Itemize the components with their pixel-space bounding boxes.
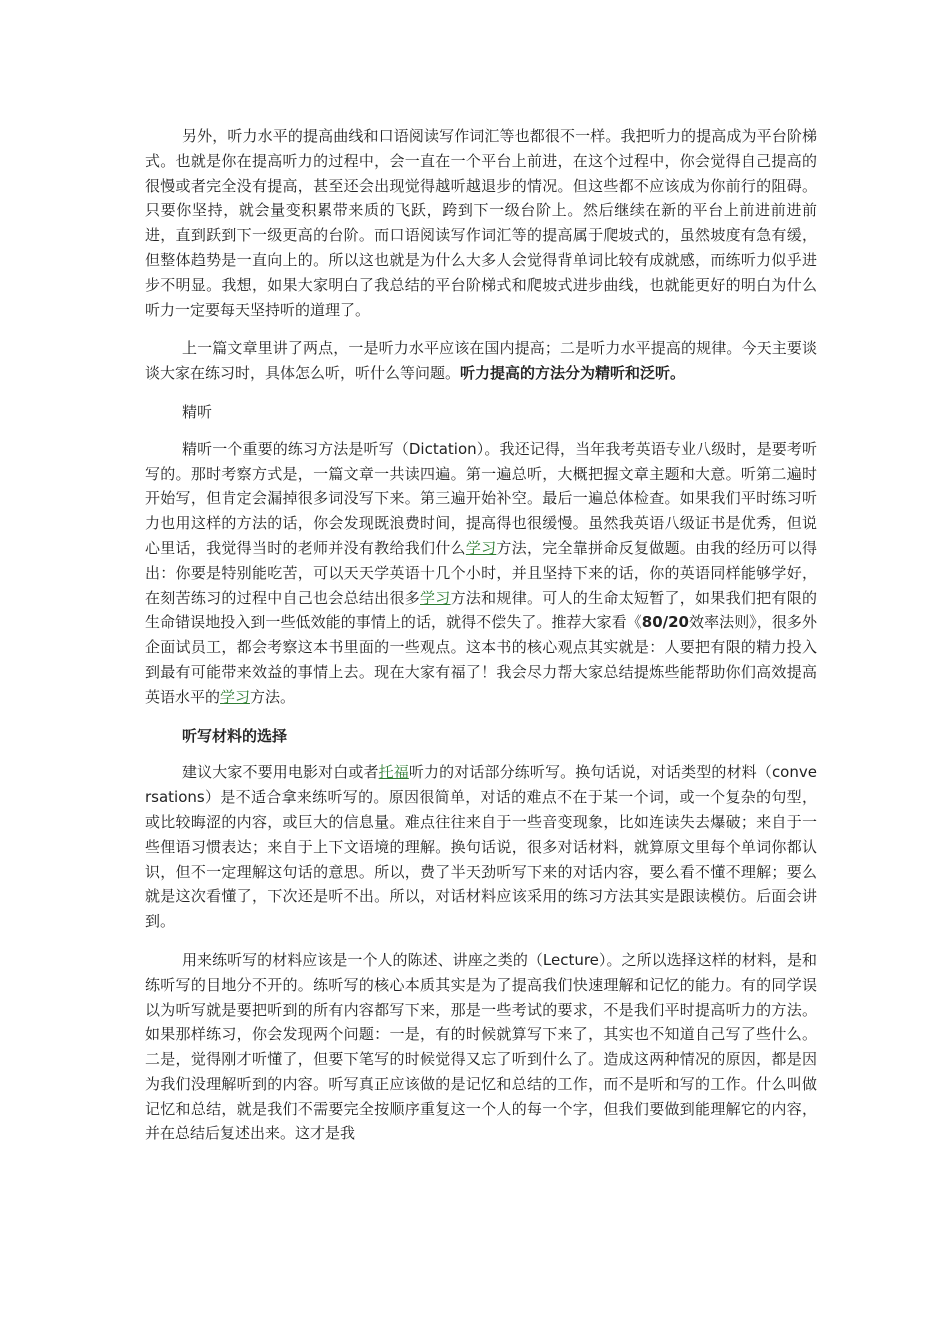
paragraph-previous-article xyxy=(145,336,817,386)
paragraph-text: 建议大家不要用电影对白或者 xyxy=(182,763,379,782)
paragraph-text: 用来练听写的材料应该是一个人的陈述、讲座之类的（ xyxy=(182,950,543,969)
paragraph-text: 方法和规律。可人的生命太短暂了，如果我们把有限的生命错误地投入到一些低效能的事情上的话，就得不偿失了。推荐大家看《 xyxy=(145,588,817,632)
lecture-term: Lecture xyxy=(542,950,599,969)
article-body xyxy=(145,124,817,1160)
key-point-text: 听力提高的方法分为精听和泛听。 xyxy=(460,364,686,383)
study-link[interactable]: 学习 xyxy=(420,588,451,607)
paragraph-listening-curve xyxy=(145,124,817,322)
heading-text: 听写材料的选择 xyxy=(182,726,288,745)
paragraph-text: 方法，完全靠拼命反复做题。由我的经历可以得出：你要是特别能吃苦，可以天天学英语十几个小时，并且坚持下来的话，你的英语同样能够学好，在刻苦练习的过程中自己也会总结出很多 xyxy=(145,538,817,607)
paragraph-text: 精听一个重要的练习方法是听写（ xyxy=(182,439,409,458)
paragraph-dictation xyxy=(145,437,817,710)
paragraph-text: ）是不适合拿来练听写的。原因很简单，对话的难点不在于某一个词，或一个复杂的句型，或比较晦涩的内容，或巨大的信息量。难点往往来自于一些音变现象，比如连读失去爆破；来自于一些俚语习惯表达；来自于上下文语境的理解。换句话说，很多对话材料，就算原文里每个单词你都认识，但不一定理解这句话的意思。所以，费了半天劲听写下来的对话内容，要么看不懂不理解；要么就是这次看懂了，下次还是听不出。所以，对话材料应该采用的练习方法其实是跟读模仿。后面会讲到。 xyxy=(145,788,817,931)
conversations-term: conversations xyxy=(145,763,817,807)
book-title-number: 80/20 xyxy=(641,613,689,632)
study-link[interactable]: 学习 xyxy=(465,538,497,557)
paragraph-conversations xyxy=(145,760,817,934)
paragraph-text: 上一篇文章里讲了两点，一是听力水平应该在国内提高；二是听力水平提高的规律。今天主要谈谈大家在练习时，具体怎么听，听什么等问题。 xyxy=(145,339,817,383)
dictation-term: Dictation xyxy=(408,439,477,458)
study-link[interactable]: 学习 xyxy=(220,687,251,706)
paragraph-text: 效率法则》，很多外企面试员工，都会考察这本书里面的一些观点。这本书的核心观点其实就是：人要把有限的精力投入到最有可能带来效益的事情上去。现在大家有福了！我会尽力帮大家总结提炼些能帮助你们高效提高英语水平的 xyxy=(145,613,817,706)
paragraph-text: ）。我还记得，当年我考英语专业八级时，是要考听写的。那时考察方式是，一篇文章一共读四遍。第一遍总听，大概把握文章主题和大意。听第二遍时开始写，但肯定会漏掉很多词没写下来。第三遍开始补空。最后一遍总体检查。如果我们平时练习听力也用这样的方法的话，你会发现既浪费时间，提高得也很缓慢。虽然我英语八级证书是优秀，但说心里话，我觉得当时的老师并没有教给我们什么 xyxy=(145,439,817,557)
paragraph-lecture xyxy=(145,948,817,1146)
section-heading-material-choice xyxy=(145,724,817,749)
paragraph-text: 听力的对话部分练听写。换句话说，对话类型的材料（ xyxy=(408,763,772,782)
heading-text: 精听 xyxy=(182,402,213,421)
paragraph-text: ）。之所以选择这样的材料，是和练听写的目地分不开的。练听写的核心本质其实是为了提高我们快速理解和记忆的能力。有的同学误以为听写就是要把听到的所有内容都写下来，那是一些考试的要求，不是我们平时提高听力的方法。如果那样练习，你会发现两个问题：一是，有的时候就算写下来了，其实也不知道自己写了些什么。二是，觉得刚才听懂了，但要下笔写的时候觉得又忘了听到什么了。造成这两种情况的原因，都是因为我们没理解听到的内容。听写真正应该做的是记忆和总结的工作，而不是听和写的工作。什么叫做记忆和总结，就是我们不需要完全按顺序重复这一个人的每一个字，但我们要做到能理解它的内容，并在总结后复述出来。这才是我 xyxy=(145,950,817,1143)
paragraph-text: 另外，听力水平的提高曲线和口语阅读写作词汇等也都很不一样。我把听力的提高成为平台阶梯式。也就是你在提高听力的过程中，会一直在一个平台上前进，在这个过程中，你会觉得自己提高的很慢或者完全没有提高，甚至还会出现觉得越听越退步的情况。但这些都不应该成为你前行的阻碍。只要你坚持，就会量变积累带来质的飞跃，跨到下一级台阶上。然后继续在新的平台上前进前进前进，直到跃到下一级更高的台阶。而口语阅读写作词汇等的提高属于爬坡式的，虽然坡度有急有缓，但整体趋势是一直向上的。所以这也就是为什么大多人会觉得背单词比较有成就感，而练听力似乎进步不明显。我想，如果大家明白了我总结的平台阶梯式和爬坡式进步曲线，也就能更好的明白为什么听力一定要每天坚持听的道理了。 xyxy=(145,127,817,319)
toefl-link[interactable]: 托福 xyxy=(378,763,409,782)
section-heading-intensive-listening xyxy=(145,400,817,425)
paragraph-text: 方法。 xyxy=(250,687,296,706)
